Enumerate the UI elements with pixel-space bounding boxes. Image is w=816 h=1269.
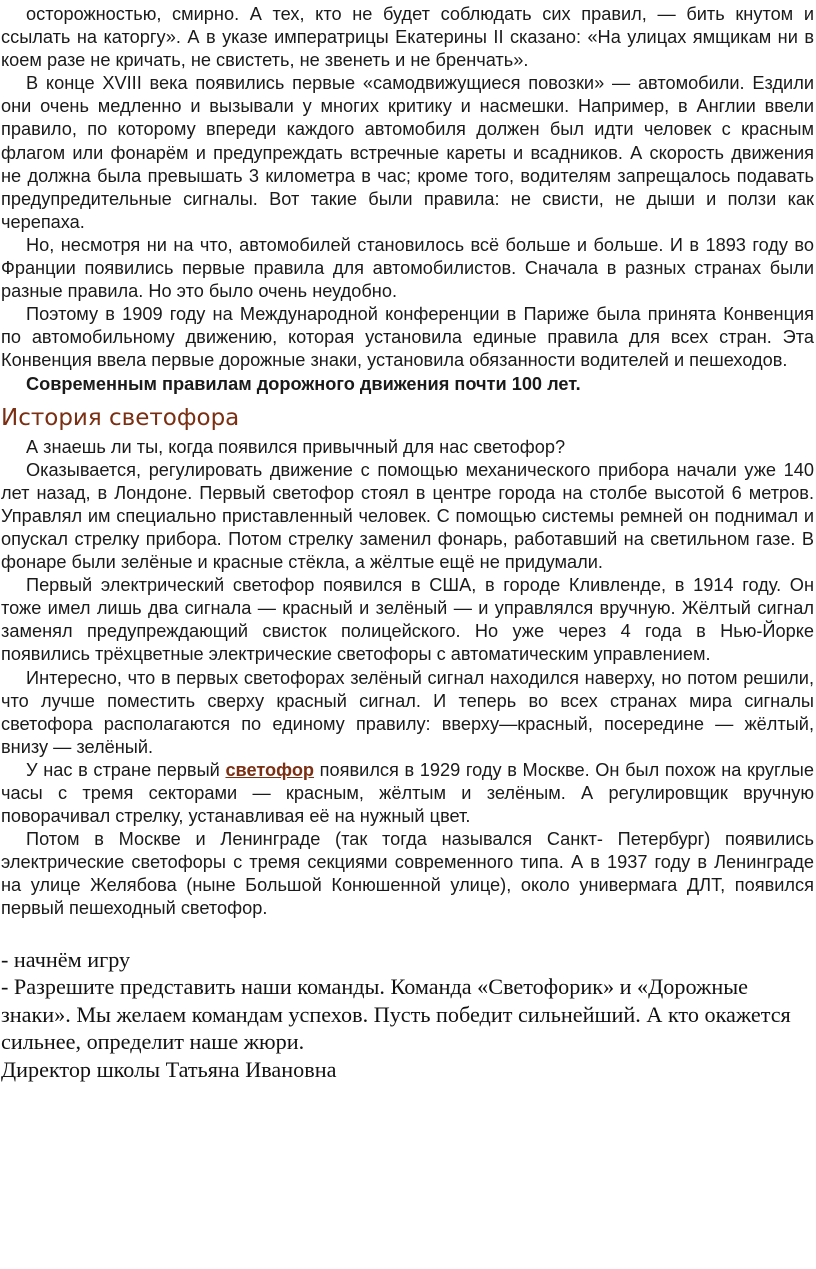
script-start-game: - начнём игру — [1, 946, 131, 972]
paragraph-punishment: осторожностью, смирно. А тех, кто не будет соблюдать сих правил, — бить кнутом и ссылать на каторгу». А в указе императрицы Екатерины II сказано: «На улицах ямщикам ни в коем разе не кричать, не свистеть, не звенеть и не бренчать». — [1, 4, 814, 71]
moscow-text-after: появился в 1929 году в Москве. Он был похож на круглые часы с тремя секторами — красным, жёлтым и зелёным. А регулировщик вручную поворачивал стрелку, устанавливая её на нужный цвет. — [1, 759, 814, 827]
script-announcement: - Разрешите представить наши команды. Команда «Светофорик» и «Дорожные знаки». Мы желаем командам успехов. Пусть победит сильнейший. А кто окажется сильнее, определит наше жюри. — [1, 974, 791, 1055]
paragraph-london: Оказывается, регулировать движение с помощью механического прибора начали уже 140 лет назад, в Лондоне. Первый светофор стоял в центре города на столбе высотой 6 метров. Управлял им специально приставленный человек. С помощью системы ремней он поднимал и опускал стрелку прибора. Потом стрелку заменил фонарь, работавший на светильном газе. В фонаре были зелёные и красные стёкла, а жёлтые ещё не придумали. — [1, 459, 814, 573]
moscow-text-before: У нас в стране первый — [26, 759, 226, 780]
traffic-light-link[interactable]: светофор — [225, 759, 315, 780]
paragraph-paris-convention: Поэтому в 1909 году на Международной конференции в Париже была принята Конвенция по автомобильному движению, которая установила единые правила для всех стран. Эта Конвенция ввела первые дорожные знаки, установила обязанности водителей и пешеходов. — [1, 304, 814, 371]
paragraph-france-rules: Но, несмотря ни на что, автомобилей становилось всё больше и больше. И в 1893 году во Франции появились первые правила для автомобилистов. Сначала в разных странах были разные правила. Но это было очень неудобно. — [1, 234, 814, 302]
script-speaker: Директор школы Татьяна Ивановна — [1, 1056, 337, 1082]
paragraph-question: А знаешь ли ты, когда появился привычный для нас светофор? — [26, 436, 566, 457]
paragraph-first-cars: В конце XVIII века появились первые «самодвижущиеся повозки» — автомобили. Ездили они очень медленно и вызывали у многих критику и насмешки. Например, в Англии ввели правило, по которому впереди каждого автомобиля должен был идти человек с красным флагом или фонарём и предупреждать встречные кареты и всадников. А скорость движения не должна была превышать 3 километра в час; кроме того, водителям запрещалось подавать предупредительные сигналы. Вот такие были правила: не свисти, не дыши и ползи как черепаха. — [1, 73, 814, 232]
paragraph-signal-order: Интересно, что в первых светофорах зелёный сигнал находился наверху, но потом решили, что лучше поместить сверху красный сигнал. И теперь во всех странах мира сигналы светофора располагаются по единому правилу: вверху—красный, посередине — жёлтый, внизу — зелёный. — [1, 667, 814, 757]
game-script-block — [0, 946, 816, 1084]
paragraph-leningrad: Потом в Москве и Ленинграде (так тогда назывался Санкт- Петербург) появились электрические светофоры с тремя секциями современного типа. А в 1937 году в Ленинграде на улице Желябова (ныне Большой Конюшенной улице), около универмага ДЛТ, появился первый пешеходный светофор. — [1, 829, 814, 919]
bold-statement: Современным правилам дорожного движения почти 100 лет. — [26, 373, 581, 394]
paragraph-moscow — [0, 759, 816, 828]
section-heading-traffic-light-history: История светофора — [1, 404, 240, 431]
paragraph-cleveland: Первый электрический светофор появился в США, в городе Кливленде, в 1914 году. Он тоже имел лишь два сигнала — красный и зелёный — и управлялся вручную. Жёлтый сигнал заменял предупреждающий свисток полицейского. Но уже через 4 года в Нью-Йорке появились трёхцветные электрические светофоры с автоматическим управлением. — [1, 575, 814, 665]
